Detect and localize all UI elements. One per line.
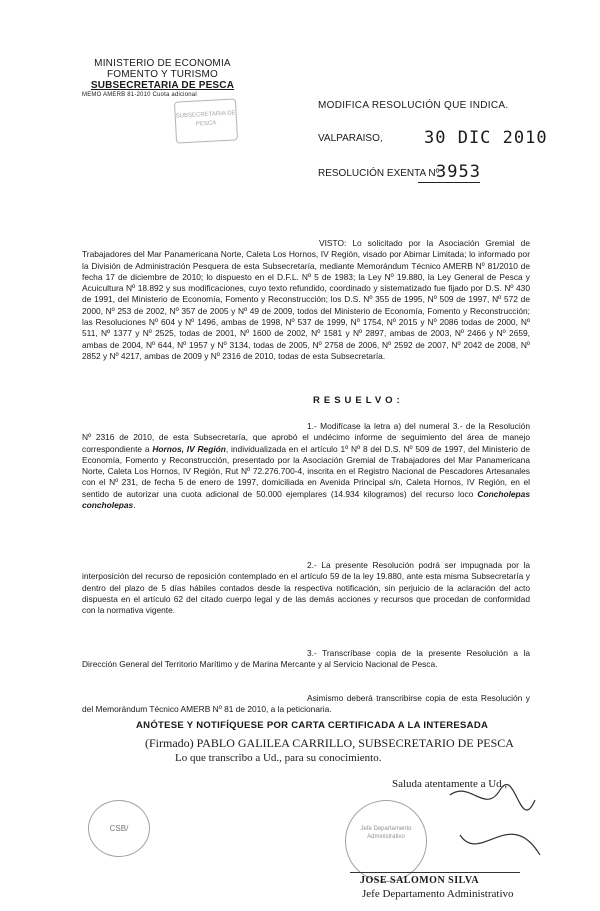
signer-role: Jefe Departamento Administrativo — [362, 888, 514, 900]
item-3-paragraph: 3.- Transcríbase copia de la presente Resolución a la Dirección General del Territorio Marítimo y de Marina Mercante y al Servicio Nacional de Pesca. — [82, 648, 530, 670]
asimismo-section — [82, 693, 530, 716]
initials-text: CSB/ — [109, 824, 129, 833]
letterhead — [70, 58, 255, 99]
signer-name: JOSE SALOMON SILVA — [360, 875, 480, 886]
subsecretaria-name: SUBSECRETARIA DE PESCA — [90, 80, 235, 91]
item-2-section — [82, 560, 530, 616]
item-1-text-a: 1.- Modifícase la letra a) del numeral 3.- de la Resolución Nº 2316 de 2010, de esta Subsecretaría, que aprobó el undécimo informe de seguimiento del área de manejo correspondiente a — [82, 421, 530, 454]
memo-reference: MEMO AMERB 81-2010 Cuota adicional — [82, 92, 197, 98]
signature-scribble — [440, 775, 550, 875]
place-label: VALPARAISO, — [318, 133, 383, 144]
department-seal — [345, 800, 427, 882]
visto-section — [82, 238, 530, 362]
ministry-name: MINISTERIO DE ECONOMIA — [94, 58, 231, 69]
item-1-section — [82, 421, 530, 511]
saluda-line: Saluda atentamente a Ud., — [392, 778, 508, 790]
item-1-text-area: Hornos, IV Región — [152, 443, 226, 454]
date-stamp: 30 DIC 2010 — [424, 128, 548, 148]
firmado-line: (Firmado) PABLO GALILEA CARRILLO, SUBSECRETARIO DE PESCA — [145, 736, 514, 750]
item-3-section — [82, 648, 530, 671]
resuelvo-heading: RESUELVO: — [313, 395, 404, 406]
resolution-number-underline — [418, 182, 480, 183]
item-1-species: Concholepas concholepas — [82, 488, 530, 511]
faded-stamp-top — [174, 98, 238, 143]
lo-que-transcribo: Lo que transcribo a Ud., para su conocimiento. — [175, 752, 382, 764]
item-1-paragraph — [82, 421, 530, 511]
item-1-text-c: , individualizada en el artículo 1º Nº 8 del D.S. Nº 509 de 1997, del Ministerio de Economía, Fomento y Reconstrucción, presentado por la Asociación Gremial de Trabajadores del Mar Panamericana Norte, Caleta Los Hornos, IV Región, Rut Nº 72.276.700-4, inscrita en el Registro Nacional de Pescadores Artesanales con el Nº 231, de fecha 5 de enero de 1997, domiciliada en Avenida Principal s/n, Caleta Hornos, IV Región, en el sentido de autorizar una cuota adicional de 50.000 ejemplares (14.934 kilogramos) del recurso loco — [82, 443, 531, 499]
reference-line: MODIFICA RESOLUCIÓN QUE INDICA. — [318, 100, 509, 111]
seal-text: Jefe Departamento Administrativo — [360, 826, 412, 840]
initials-stamp — [88, 800, 150, 857]
resolution-label: RESOLUCIÓN EXENTA Nº — [318, 168, 440, 179]
item-2-paragraph: 2.- La presente Resolución podrá ser impugnada por la interposición del recurso de reposición contemplado en el artículo 59 de la ley 19.880, ante esta misma Subsecretaría y dentro del plazo de 5 días hábiles contados desde la respectiva notificación, sin perjuicio de la aclaración del acto dispuesta en el artículo 62 del citado cuerpo legal y de las demás acciones y recursos que procedan de conformidad con la normativa vigente. — [82, 560, 530, 616]
visto-paragraph: VISTO: Lo solicitado por la Asociación Gremial de Trabajadores del Mar Panamericana Norte, Caleta Los Hornos, IV Región, visado por Abimar Limitada; lo informado por la División de Administración Pesquera de esta Subsecretaría, mediante Memorándum Técnico AMERB Nº 81/2010 de fecha 17 de diciembre de 2010; lo dispuesto en el D.F.L. Nº 5 de 1983; la Ley Nº 19.880, la Ley General de Pesca y Acuicultura Nº 18.892 y sus modificaciones, cuyo texto refundido, coordinado y sistematizado fue fijado por D.S. Nº 430 de 1991, del Ministerio de Economía, Fomento y Reconstrucción; los D.S. Nº 355 de 1995, Nº 509 de 1997, Nº 572 de 2000, Nº 253 de 2002, Nº 357 de 2005 y Nº 49 de 2009, todos del Ministerio de Economía, Fomento y Reconstrucción; las Resoluciones Nº 604 y Nº 1496, ambas de 1998, Nº 537 de 1999, Nº 1754, Nº 2015 y Nº 2086 todas de 2000, Nº 511, Nº 1377 y Nº 2525, todas de 2001, Nº 1600 de 2002, Nº 1581 y Nº 2897, ambas de 2003, Nº 2466 y Nº 2659, ambas de 2004, Nº 644, Nº 1957 y Nº 3134, todas de 2005, Nº 2758 de 2006, Nº 2592 de 2007, Nº 2042 de 2008, Nº 2852 y Nº 4217, ambas de 2009 y Nº 2316 de 2010, todas de esta Subsecretaría. — [82, 238, 530, 361]
resolution-number: 3953 — [436, 162, 481, 182]
anotese-line: ANÓTESE Y NOTIFÍQUESE POR CARTA CERTIFICADA A LA INTERESADA — [136, 720, 489, 731]
asimismo-paragraph: Asimismo deberá transcribirse copia de esta Resolución y del Memorándum Técnico AMERB Nº 81 de 2010, a la peticionaria. — [82, 693, 530, 715]
item-1-text-e: . — [133, 500, 136, 511]
signature-line — [350, 872, 520, 873]
ministry-dept: FOMENTO Y TURISMO — [106, 69, 218, 80]
stamp-top-text: SUBSECRETARIA DE PESCA — [175, 110, 236, 128]
